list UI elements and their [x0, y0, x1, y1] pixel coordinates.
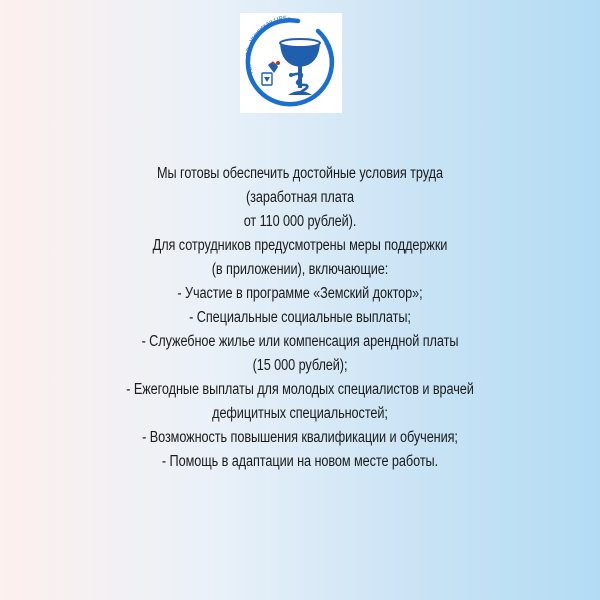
text-line: Для сотрудников предусмотрены меры поддержки — [152, 237, 448, 254]
support-measures-text — [50, 162, 550, 474]
text-line: - Специальные социальные выплаты; — [189, 309, 411, 326]
hospital-logo — [240, 13, 342, 113]
text-line: - Помощь в адаптации на новом месте работы. — [161, 453, 439, 470]
text-line: (заработная плата — [245, 189, 355, 206]
text-line: - Участие в программе «Земский доктор»; — [177, 285, 423, 302]
text-line: (15 000 рублей); — [252, 357, 348, 374]
text-line: Мы готовы обеспечить достойные условия труда — [157, 165, 443, 182]
text-line: - Ежегодные выплаты для молодых специалистов и врачей — [126, 381, 474, 398]
bowl-of-hygieia-emblem — [240, 13, 342, 113]
logo-arc-text: ГБУЗ ЯО «Угличская ЦРБ» — [244, 14, 291, 76]
text-line: - Возможность повышения квалификации и обучения; — [142, 429, 458, 446]
text-line: от 110 000 рублей). — [243, 213, 357, 230]
text-line: - Служебное жилье или компенсация арендной платы — [141, 333, 459, 350]
text-line: дефицитных специальностей; — [212, 405, 388, 422]
text-line: (в приложении), включающие: — [211, 261, 389, 278]
